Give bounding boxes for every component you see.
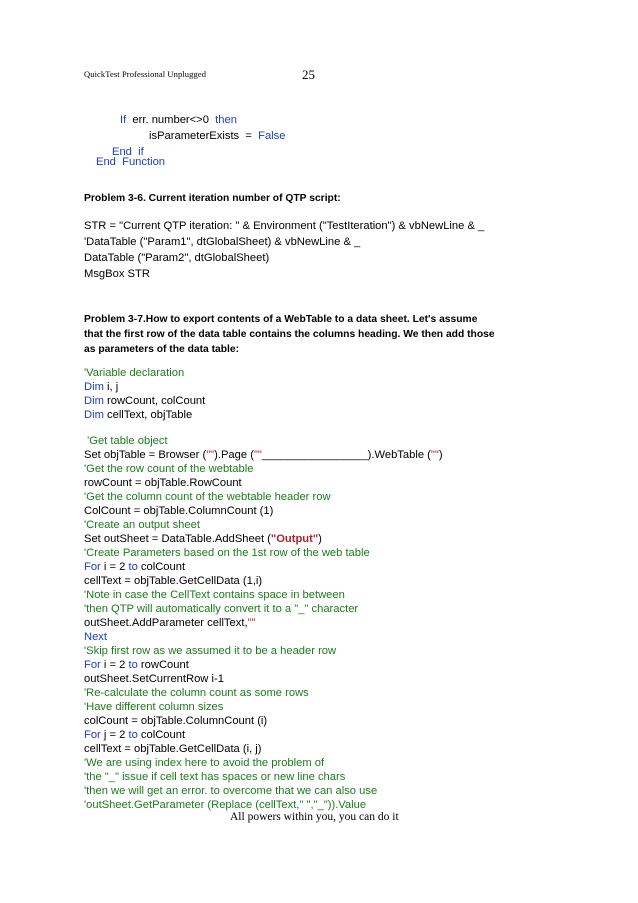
code-line: STR = "Current QTP iteration: " & Environment ("TestIteration") & vbNewLine & _ (84, 220, 485, 232)
code-text: colCount (137, 561, 186, 573)
string-literal: "" (247, 617, 256, 629)
code-line-dim (84, 380, 118, 394)
code-line-dim (84, 408, 192, 422)
string-literal: "" (253, 449, 262, 461)
code-line-set-outsheet (84, 532, 322, 546)
code-text: ) (318, 533, 322, 545)
code-line-for (84, 658, 189, 672)
comment-line: 'Variable declaration (84, 367, 185, 379)
code-text: isParameterExists = (149, 130, 259, 142)
problem-3-6-heading: Problem 3-6. Current iteration number of QTP script: (84, 193, 341, 204)
string-literal: "" (430, 449, 439, 461)
code-text: Set outSheet = DataTable.AddSheet ( (84, 533, 271, 545)
string-literal: "" (206, 449, 215, 461)
code-text: i, j (103, 381, 119, 393)
keyword-dim: Dim (84, 409, 104, 421)
comment-line: 'Get the column count of the webtable header row (84, 491, 331, 503)
comment-line: 'Get the row count of the webtable (84, 463, 254, 475)
book-title: QuickTest Professional Unplugged (84, 69, 207, 79)
comment-line: 'the "_" issue if cell text has spaces or new line chars (84, 771, 346, 783)
code-text: ) (438, 449, 443, 461)
comment-line: 'Get table object (84, 435, 168, 447)
keyword-for: For (84, 729, 101, 741)
code-line: cellText = objTable.GetCellData (i, j) (84, 743, 262, 755)
code-text: Set objTable = Browser ( (84, 449, 207, 461)
code-line-for (84, 560, 185, 574)
code-line-for (84, 728, 185, 742)
problem-3-7-heading-line: that the first row of the data table contains the columns heading. We then add those (84, 329, 495, 340)
keyword-for: For (84, 659, 101, 671)
code-line-end-if: End if (112, 146, 144, 158)
code-text: ).Page ( (214, 449, 254, 461)
code-line-if (120, 113, 237, 127)
problem-3-7-heading-line: Problem 3-7.How to export contents of a WebTable to a data sheet. Let's assume (84, 314, 478, 325)
code-line: outSheet.SetCurrentRow i-1 (84, 673, 224, 685)
keyword-for: For (84, 561, 101, 573)
code-line-dim (84, 394, 205, 408)
comment-line: 'then QTP will automatically convert it to a "_" character (84, 603, 359, 615)
comment-line: 'Create an output sheet (84, 519, 200, 531)
comment-line: 'Skip first row as we assumed it to be a header row (84, 645, 337, 657)
code-line-add-parameter (84, 616, 256, 630)
comment-line: 'outSheet.GetParameter (Replace (cellText," ","_")).Value (84, 799, 367, 811)
page-number: 25 (302, 67, 315, 82)
code-text: rowCount (137, 659, 189, 671)
code-line-set-objtable (84, 448, 443, 462)
code-text: outSheet.AddParameter cellText, (84, 617, 248, 629)
comment-line: 'Create Parameters based on the 1st row of the web table (84, 547, 370, 559)
code-line: 'DataTable ("Param1", dtGlobalSheet) & vbNewLine & _ (84, 236, 361, 248)
keyword-then: then (215, 114, 237, 126)
code-line: cellText = objTable.GetCellData (1,i) (84, 575, 263, 587)
code-text: cellText, objTable (103, 409, 193, 421)
comment-line: 'Have different column sizes (84, 701, 224, 713)
code-text: err. number<>0 (126, 114, 216, 126)
code-text: j = 2 (100, 729, 129, 741)
code-text: colCount (137, 729, 186, 741)
string-literal-output: "Output" (270, 533, 319, 545)
code-line-assign (149, 129, 285, 143)
keyword-if: If (120, 114, 127, 126)
keyword-to: to (128, 561, 138, 573)
comment-line: 'Note in case the CellText contains space in between (84, 589, 345, 601)
problem-3-7-heading-line: as parameters of the data table: (84, 344, 240, 355)
footer-text: All powers within you, you can do it (230, 811, 399, 823)
keyword-next: Next (84, 631, 108, 643)
code-line: colCount = objTable.ColumnCount (i) (84, 715, 268, 727)
comment-line: 'Re-calculate the column count as some rows (84, 687, 309, 699)
keyword-false: False (258, 130, 286, 142)
code-line: DataTable ("Param2", dtGlobalSheet) (84, 252, 270, 264)
code-text: rowCount, colCount (103, 395, 206, 407)
code-line: rowCount = objTable.RowCount (84, 477, 242, 489)
keyword-to: to (128, 659, 138, 671)
comment-line: 'We are using index here to avoid the problem of (84, 757, 325, 769)
comment-line: 'then we will get an error. to overcome that we can also use (84, 785, 378, 797)
keyword-to: to (128, 729, 138, 741)
keyword-dim: Dim (84, 395, 104, 407)
code-line: MsgBox STR (84, 268, 150, 280)
keyword-dim: Dim (84, 381, 104, 393)
code-text: i = 2 (100, 561, 129, 573)
code-text: i = 2 (100, 659, 129, 671)
code-line-end-function: End Function (96, 156, 166, 168)
code-text: _________________).WebTable ( (261, 449, 431, 461)
code-line: ColCount = objTable.ColumnCount (1) (84, 505, 274, 517)
